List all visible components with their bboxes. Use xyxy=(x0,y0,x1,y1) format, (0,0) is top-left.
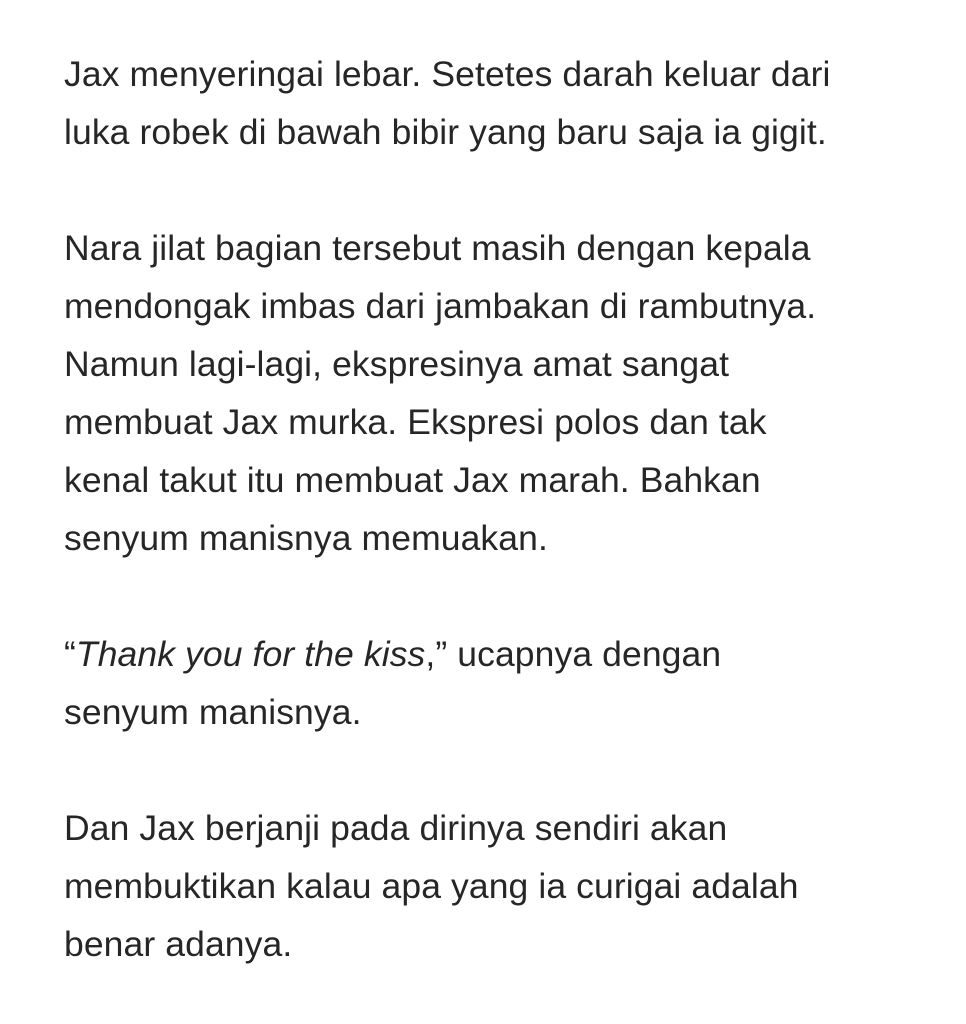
text-line: luka robek di bawah bibir yang baru saja ia gigit. xyxy=(64,112,827,152)
text-line: Namun lagi-lagi, ekspresinya amat sangat xyxy=(64,344,730,384)
text-line: senyum manisnya. xyxy=(64,692,362,732)
dialogue-tag: ,” ucapnya dengan xyxy=(425,634,722,674)
text-line: membuat Jax murka. Ekspresi polos dan tak xyxy=(64,402,767,442)
paragraph-3-dialogue xyxy=(64,625,944,741)
text-line: Jax menyeringai lebar. Setetes darah keluar dari xyxy=(64,54,831,94)
text-line: mendongak imbas dari jambakan di rambutnya. xyxy=(64,286,817,326)
text-line: kenal takut itu membuat Jax marah. Bahkan xyxy=(64,460,761,500)
paragraph-1 xyxy=(64,45,944,161)
paragraph-2 xyxy=(64,219,944,567)
paragraph-4 xyxy=(64,799,944,973)
dialogue-line xyxy=(64,625,944,683)
text-line: benar adanya. xyxy=(64,924,293,964)
text-line: Nara jilat bagian tersebut masih dengan kepala xyxy=(64,228,811,268)
italic-quote-text: Thank you for the kiss xyxy=(75,634,426,674)
text-line: Dan Jax berjanji pada dirinya sendiri akan xyxy=(64,808,728,848)
note-text-body xyxy=(64,45,944,973)
text-line: membuktikan kalau apa yang ia curigai adalah xyxy=(64,866,799,906)
open-quote: “ xyxy=(64,634,76,674)
text-line: senyum manisnya memuakan. xyxy=(64,518,548,558)
